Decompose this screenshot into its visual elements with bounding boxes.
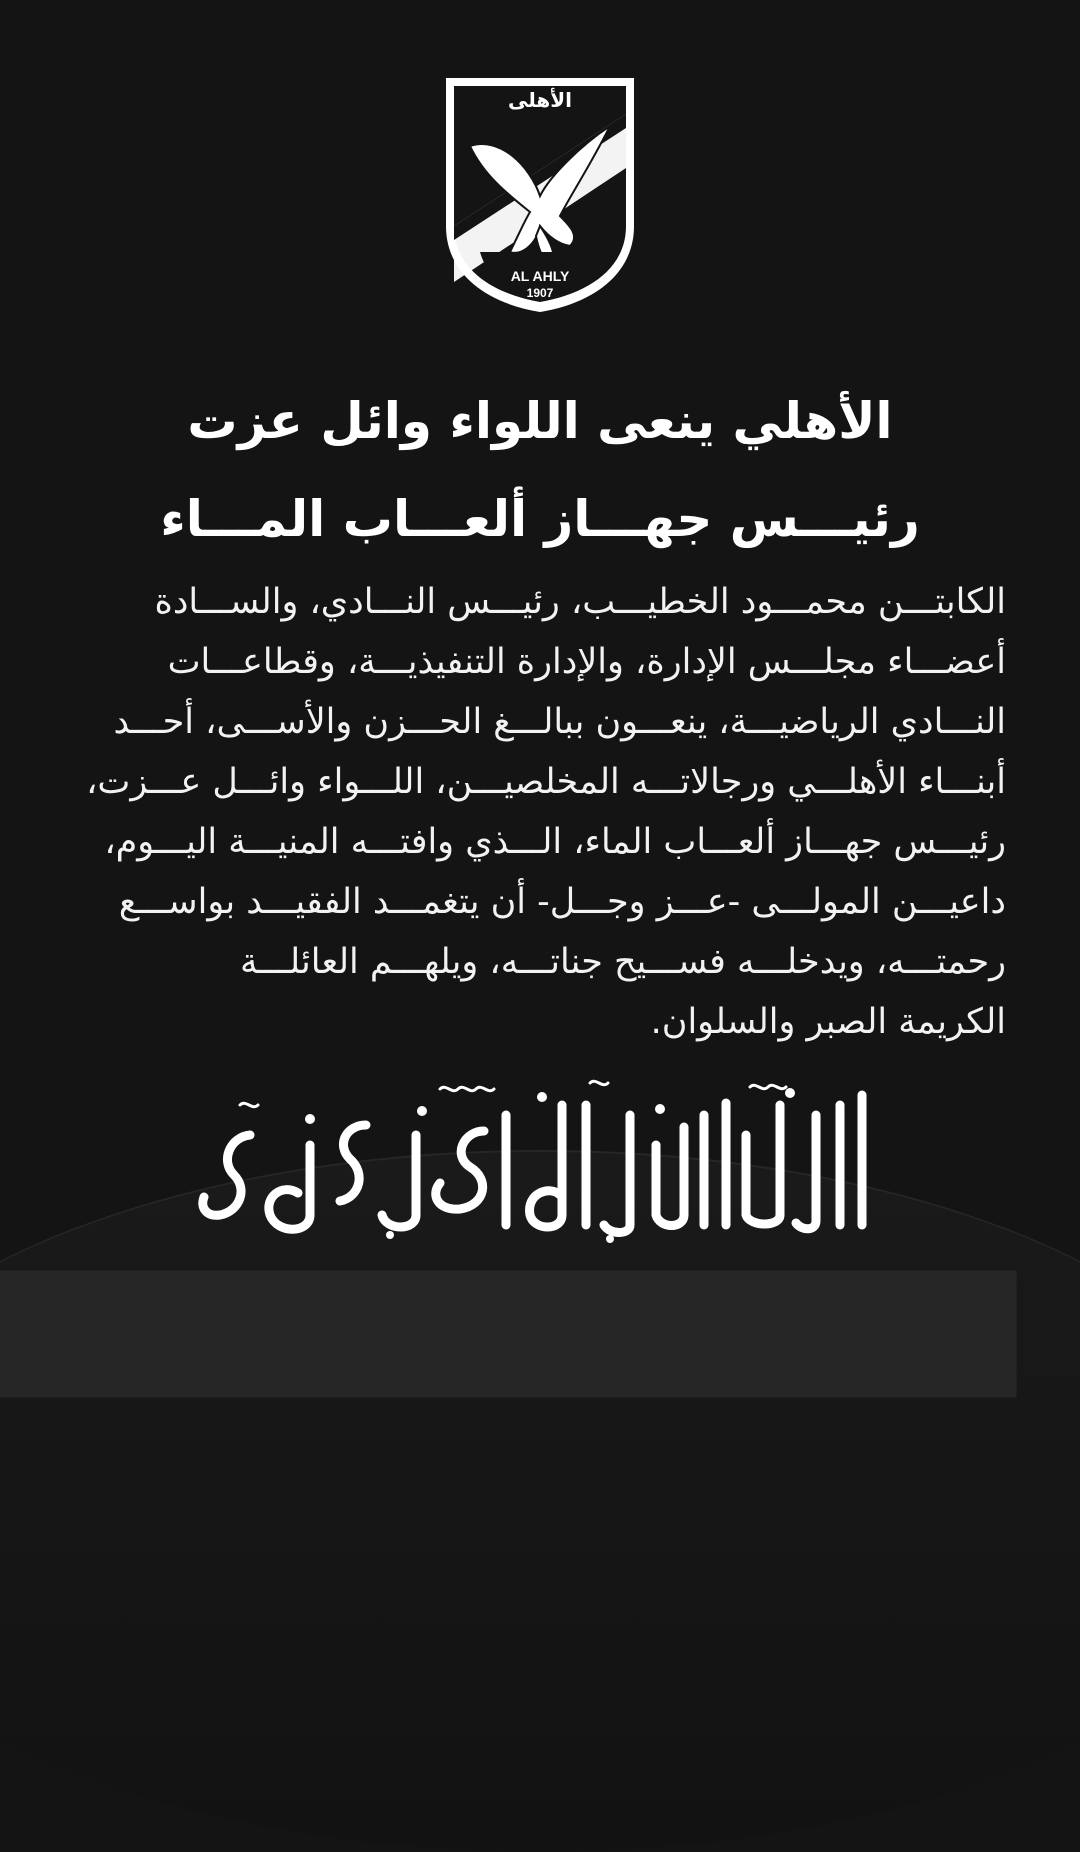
body-line: أعضـــاء مجلـــس الإدارة، والإدارة التنفيذيـــة، وقطاعـــات xyxy=(167,642,1006,682)
page-title xyxy=(60,372,1020,568)
title-line-2: رئيـــس جهـــاز ألعـــاب المـــاء xyxy=(160,490,920,548)
al-ahly-logo xyxy=(440,76,640,314)
logo-latin-name: AL AHLY xyxy=(510,268,570,284)
condolence-text xyxy=(78,572,1006,1052)
logo-year: 1907 xyxy=(526,286,554,300)
logo-arabic-name: الأهلى xyxy=(507,88,573,112)
body-line: رئيـــس جهـــاز ألعـــاب الماء، الـــذي وافتـــه المنيـــة اليـــوم، xyxy=(104,822,1006,862)
calligraphy-graphic xyxy=(190,1075,890,1245)
body-line: الكريمة الصبر والسلوان. xyxy=(650,1002,1006,1042)
title-line-1: الأهلي ينعى اللواء وائل عزت xyxy=(187,392,893,450)
body-line: أبنـــاء الأهلـــي ورجالاتـــه المخلصيـــن، اللـــواء وائـــل عـــزت، xyxy=(86,762,1006,802)
background-arc xyxy=(0,1150,1080,1852)
al-ahly-crest xyxy=(440,76,640,314)
body-line: رحمتـــه، ويدخلـــه فســـيح جناتـــه، ويلهـــم العائلـــة xyxy=(239,942,1006,982)
body-line: الكابتـــن محمـــود الخطيـــب، رئيـــس النـــادي، والســـادة xyxy=(154,582,1006,622)
calligraphy-inscription xyxy=(190,1075,890,1245)
body-line: النـــادي الرياضيـــة، ينعـــون ببالـــغ الحـــزن والأســـى، أحـــد xyxy=(113,702,1006,742)
body-line: داعيـــن المولـــى -عـــز وجـــل- أن يتغمـــد الفقيـــد بواســـع xyxy=(118,882,1006,922)
